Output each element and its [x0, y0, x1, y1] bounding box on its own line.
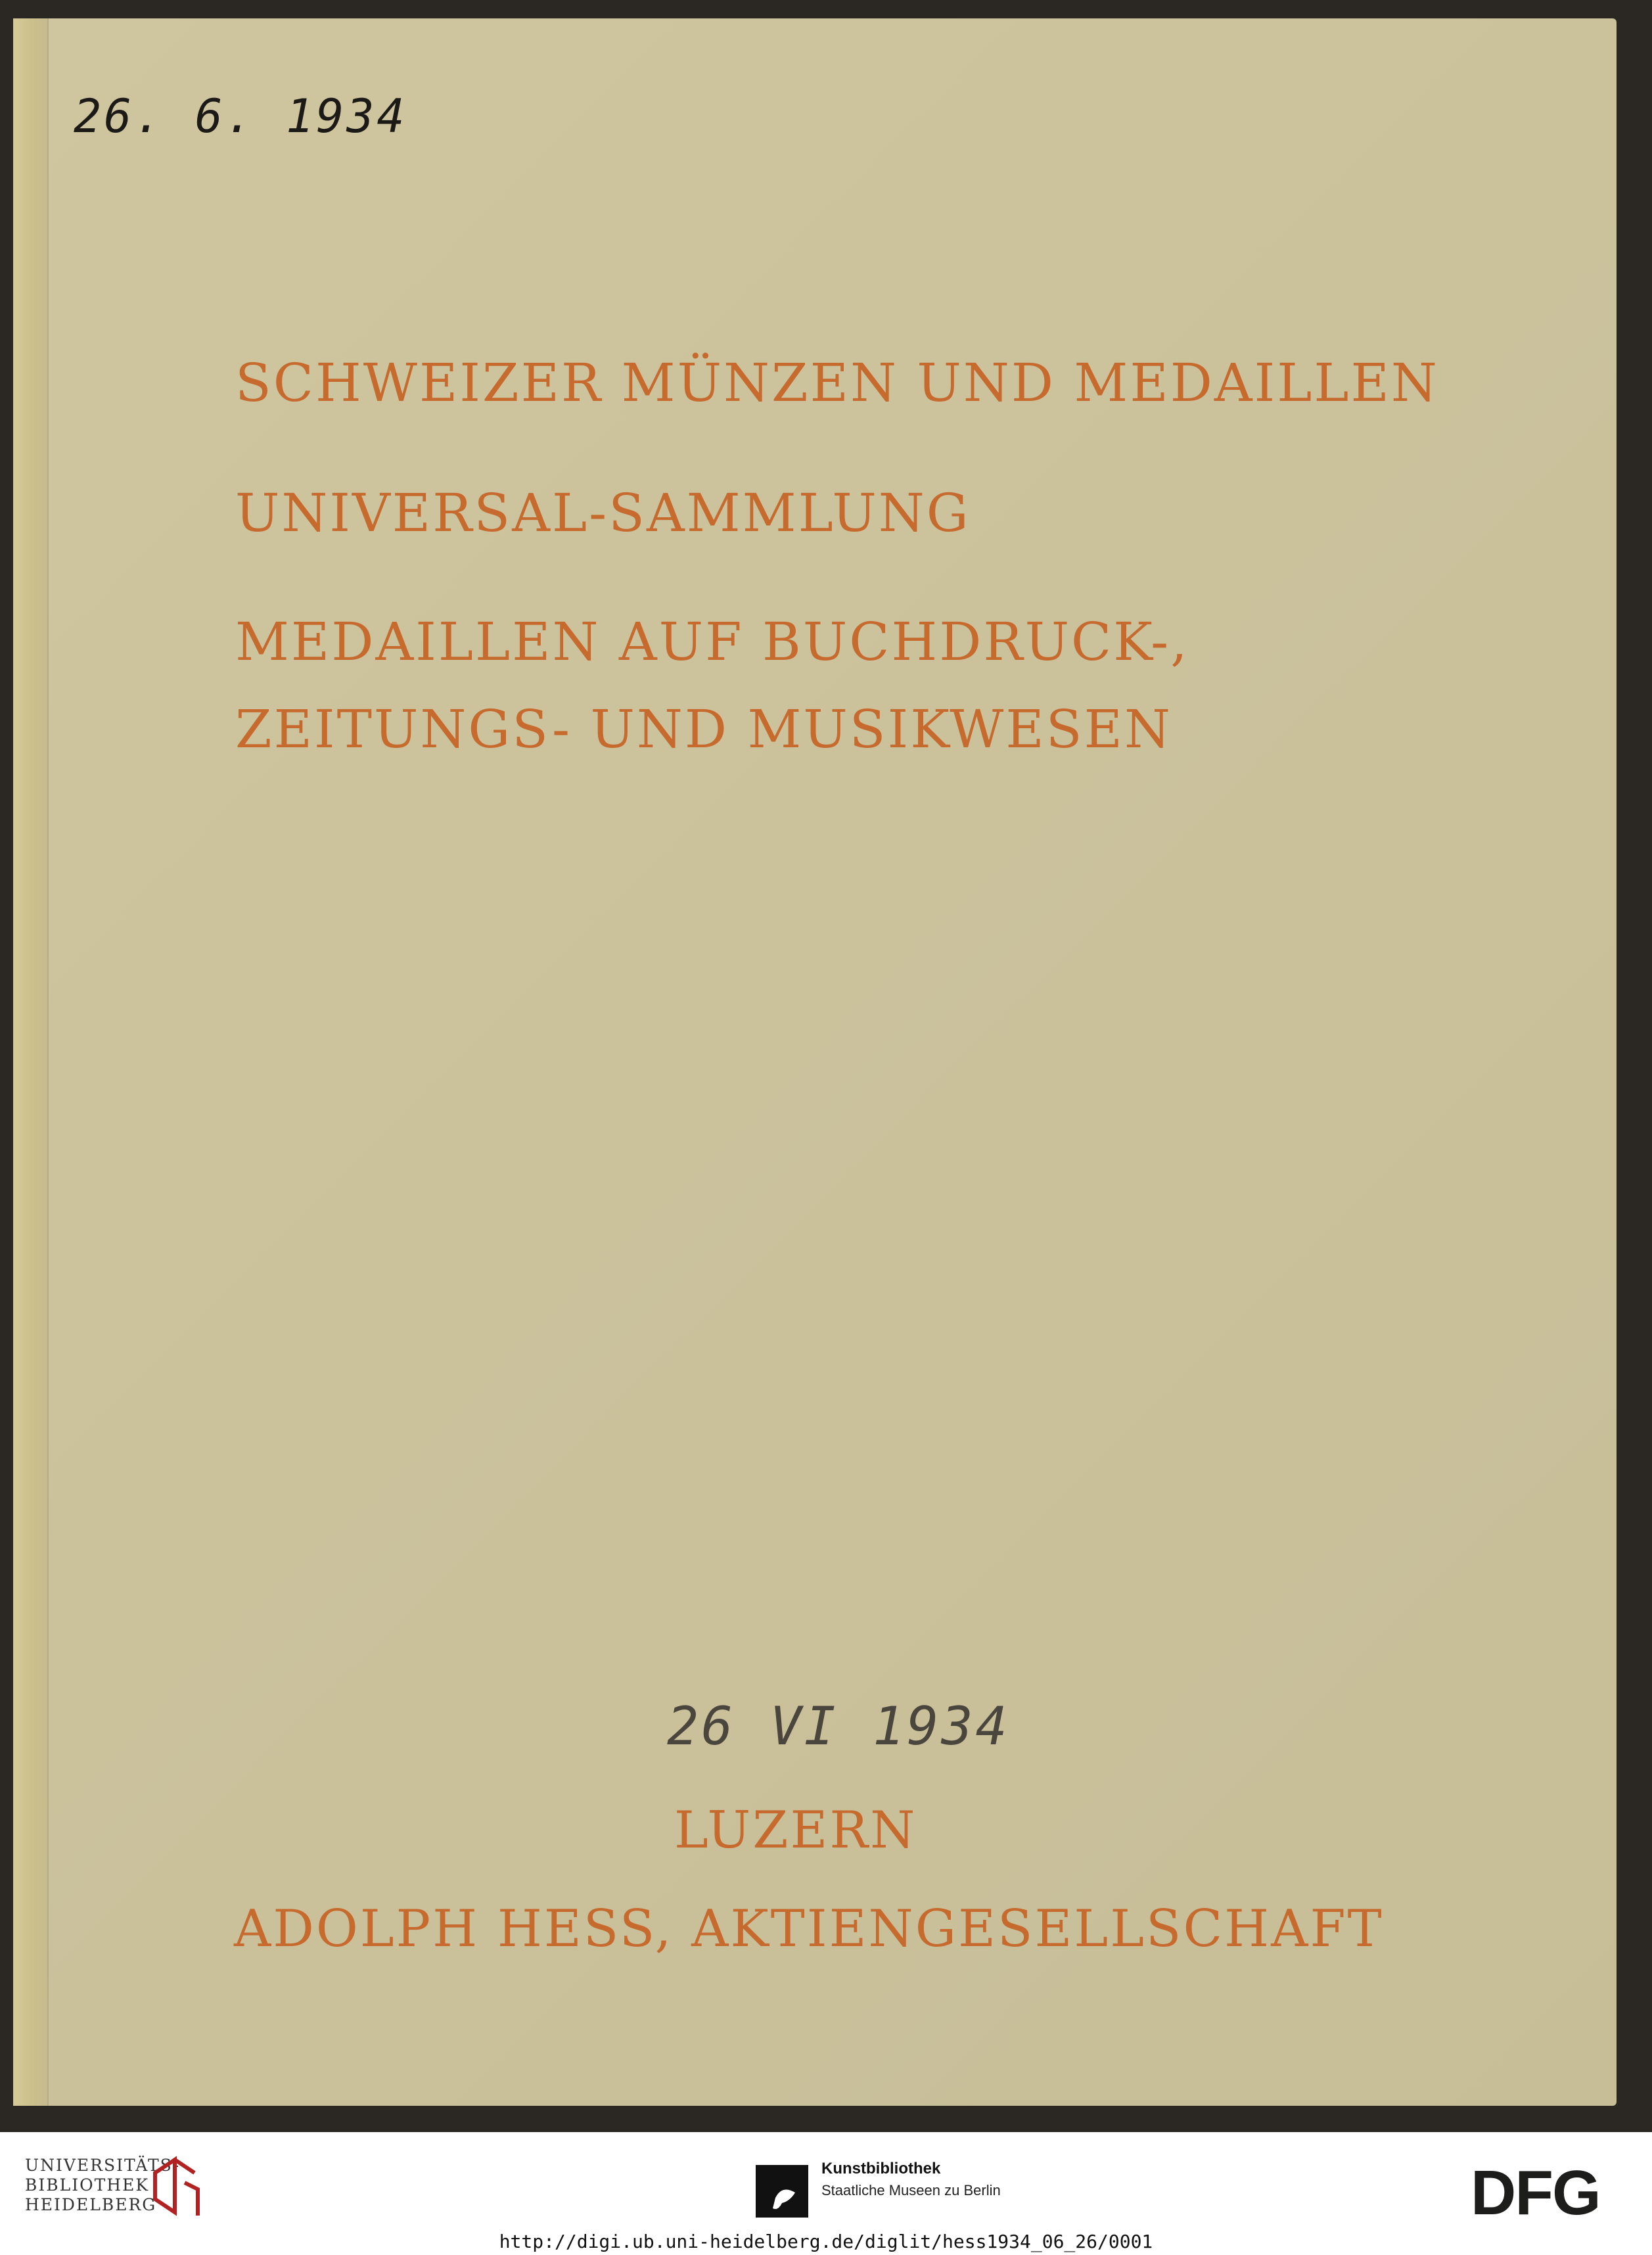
book-cover	[13, 18, 1617, 2106]
handwritten-date-middle: 26 VI 1934	[667, 1696, 1010, 1757]
kunstbibliothek-name: Kunstbibliothek	[821, 2160, 941, 2177]
kunstbibliothek-subtitle: Staatliche Museen zu Berlin	[821, 2182, 1001, 2198]
library-line-1: UNIVERSITÄTS-	[25, 2156, 181, 2175]
university-library-logo-icon	[149, 2153, 201, 2219]
library-line-2: BIBLIOTHEK	[25, 2175, 149, 2195]
book-spine	[13, 18, 49, 2106]
publisher-name: ADOLPH HESS, AKTIENGESELLSCHAFT	[234, 1899, 1384, 1959]
title-line-3: MEDAILLEN AUF BUCHDRUCK-,	[235, 611, 1189, 672]
library-line-3: HEIDELBERG	[25, 2195, 157, 2214]
dfg-logo: DFG	[1471, 2158, 1600, 2228]
title-line-4: ZEITUNGS- UND MUSIKWESEN	[235, 699, 1172, 760]
place-of-publication: LUZERN	[674, 1801, 917, 1860]
title-line-2: UNIVERSAL-SAMMLUNG	[235, 482, 971, 544]
permalink-url[interactable]: http://digi.ub.uni-heidelberg.de/diglit/hess1934_06_26/0001	[499, 2231, 1153, 2252]
kunstbibliothek-logo-icon	[756, 2165, 808, 2218]
title-line-1: SCHWEIZER MÜNZEN UND MEDAILLEN	[235, 352, 1439, 413]
handwritten-date-top: 26. 6. 1934	[74, 89, 407, 143]
digitization-footer	[0, 2132, 1652, 2255]
